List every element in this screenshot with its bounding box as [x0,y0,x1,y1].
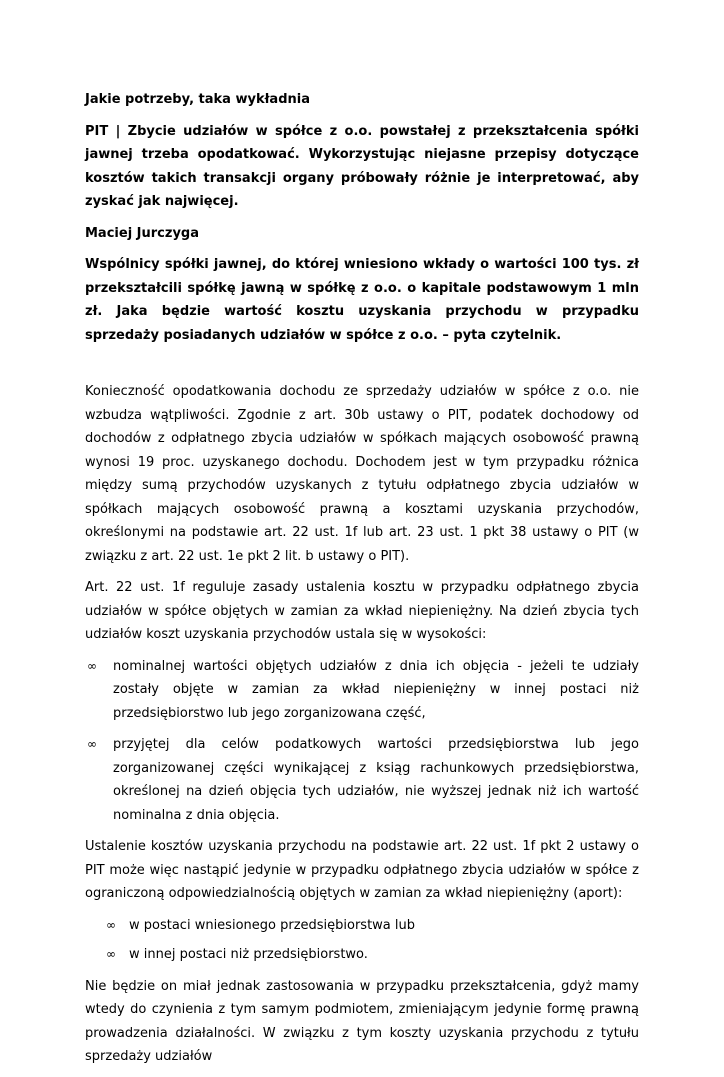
list-item [85,914,639,938]
infinity-bullet-icon: ∞ [87,658,97,673]
infinity-bullet-icon: ∞ [87,737,97,751]
list-item-text: w innej postaci niż przedsiębiorstwo. [129,947,368,962]
body-paragraph-4: Nie będzie on miał jednak zastosowania w przypadku przekształcenia, gdyż mamy wtedy do czynienia z tym samym podmiotem, zmieniającym jedynie formę prawną prowadzenia działalności. W związku z tym koszty uzyskania przychodu z tytułu sprzedaży udziałów [85,978,639,1064]
page-content [85,88,639,1077]
article-kicker: Jakie potrzeby, taka wykładnia [85,92,310,107]
list-item-text: nominalnej wartości objętych udziałów z dnia ich objęcia - jeżeli te udziały zostały objęte w zamian za wkład niepieniężny w innej postaci niż przedsiębiorstwo lub jego zorganizowana część, [113,658,639,721]
infinity-bullet-icon: ∞ [106,947,116,961]
list-item [85,655,639,726]
article-author: Maciej Jurczyga [85,225,199,241]
cost-rules-list [85,655,639,828]
article-lead: PIT | Zbycie udziałów w spółce z o.o. powstałej z przekształcenia spółki jawnej trzeba opodatkować. Wykorzystując niejasne przepisy dotyczące kosztów takich transakcji organy próbowały różnie je interpretować, aby zyskać jak najwięcej. [85,123,639,209]
list-item [85,733,639,827]
list-item-text: przyjętej dla celów podatkowych wartości przedsiębiorstwa lub jego zorganizowanej części wynikającej z ksiąg rachunkowych przedsiębiorstwa, określonej na dzień objęcia tych udziałów, nie wyższej jednak niż ich wartość nominalna z dnia objęcia. [113,737,639,823]
infinity-bullet-icon: ∞ [106,917,116,932]
list-item-text: w postaci wniesionego przedsiębiorstwa lub [129,917,416,933]
body-paragraph-1: Konieczność opodatkowania dochodu ze sprzedaży udziałów w spółce z o.o. nie wzbudza wątpliwości. Zgodnie z art. 30b ustawy o PIT, podatek dochodowy od dochodów z odpłatnego zbycia udziałów w spółkach mających osobowość prawną wynosi 19 proc. uzyskanego dochodu. Dochodem jest w tym przypadku różnica między sumą przychodów uzyskanych z tytułu odpłatnego zbycia udziałów w spółkach mających osobowość prawną a kosztami uzyskania przychodów, określonymi na podstawie art. 22 ust. 1f lub art. 23 ust. 1 pkt 38 ustawy o PIT (w związku z art. 22 ust. 1e pkt 2 lit. b ustawy o PIT). [85,384,639,564]
body-paragraph-2: Art. 22 ust. 1f reguluje zasady ustalenia kosztu w przypadku odpłatnego zbycia udziałów w spółce objętych w zamian za wkład niepieniężny. Na dzień zbycia tych udziałów koszt uzyskania przychodów ustala się w wysokości: [85,580,639,642]
aport-form-list [85,914,639,967]
list-item [85,943,639,967]
reader-question: Wspólnicy spółki jawnej, do której wniesiono wkłady o wartości 100 tys. zł przekształcili spółkę jawną w spółkę z o.o. o kapitale podstawowym 1 mln zł. Jaka będzie wartość kosztu uzyskania przychodu w przypadku sprzedaży posiadanych udziałów w spółce z o.o. – pyta czytelnik. [85,257,639,343]
body-paragraph-3: Ustalenie kosztów uzyskania przychodu na podstawie art. 22 ust. 1f pkt 2 ustawy o PIT może więc nastąpić jedynie w przypadku odpłatnego zbycia udziałów w spółce z ograniczoną odpowiedzialnością objętych w zamian za wkład niepieniężny (aport): [85,839,639,901]
